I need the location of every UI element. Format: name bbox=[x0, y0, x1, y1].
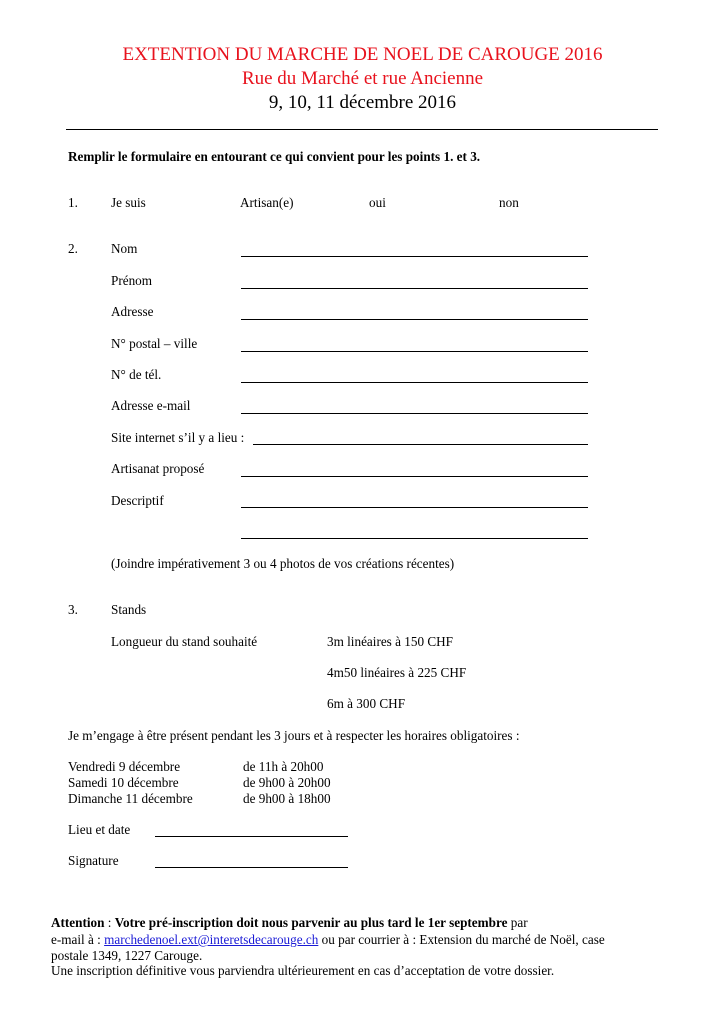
attention-text: Votre pré-inscription doit nous parvenir au plus tard le 1er septembre bbox=[114, 915, 508, 930]
schedule-hours: de 9h00 à 20h00 bbox=[243, 775, 331, 790]
place-date-label: Lieu et date bbox=[68, 822, 131, 837]
field-line-descriptif-1[interactable] bbox=[241, 507, 588, 508]
schedule-day: Dimanche 11 décembre bbox=[68, 791, 193, 806]
field-line-adresse[interactable] bbox=[241, 319, 588, 320]
stand-length-label: Longueur du stand souhaité bbox=[111, 634, 258, 649]
stand-option-3m[interactable]: 3m linéaires à 150 CHF bbox=[327, 634, 453, 649]
section-1-label: Je suis bbox=[111, 195, 146, 210]
section-3-label: Stands bbox=[111, 602, 147, 617]
field-label-descriptif: Descriptif bbox=[111, 493, 164, 508]
postal-address: postale 1349, 1227 Carouge. bbox=[51, 948, 203, 963]
attention-tail: par bbox=[507, 915, 528, 930]
form-title: EXTENTION DU MARCHE DE NOEL DE CAROUGE 2016 bbox=[122, 44, 603, 65]
form-subtitle: Rue du Marché et rue Ancienne bbox=[241, 68, 484, 89]
field-line-postal-ville[interactable] bbox=[241, 351, 588, 352]
place-date-line[interactable] bbox=[155, 836, 348, 837]
signature-label: Signature bbox=[68, 853, 119, 868]
attention-sep: : bbox=[104, 915, 115, 930]
email-line bbox=[51, 932, 605, 948]
field-label-telephone: N° de tél. bbox=[111, 367, 162, 382]
field-label-nom: Nom bbox=[111, 241, 138, 256]
signature-line[interactable] bbox=[155, 867, 348, 868]
field-label-prenom: Prénom bbox=[111, 273, 153, 288]
schedule-day: Samedi 10 décembre bbox=[68, 775, 179, 790]
schedule-day: Vendredi 9 décembre bbox=[68, 759, 181, 774]
field-line-artisanat[interactable] bbox=[241, 476, 588, 477]
commitment-text: Je m’engage à être présent pendant les 3 jours et à respecter les horaires obligatoires : bbox=[68, 728, 520, 743]
attention-label: Attention bbox=[51, 915, 105, 930]
photos-note: (Joindre impérativement 3 ou 4 photos de vos créations récentes) bbox=[111, 556, 455, 571]
schedule-hours: de 9h00 à 18h00 bbox=[243, 791, 331, 806]
field-label-website: Site internet s’il y a lieu : bbox=[111, 430, 245, 445]
attention-line bbox=[51, 915, 528, 931]
option-oui[interactable]: oui bbox=[369, 195, 386, 210]
stand-option-6m[interactable]: 6m à 300 CHF bbox=[327, 696, 406, 711]
field-line-prenom[interactable] bbox=[241, 288, 588, 289]
section-3-number: 3. bbox=[68, 602, 78, 617]
email-prefix: e-mail à : bbox=[51, 932, 105, 947]
email-link[interactable]: marchedenoel.ext@interetsdecarouge.ch bbox=[104, 932, 319, 947]
field-label-email: Adresse e-mail bbox=[111, 398, 191, 413]
option-non[interactable]: non bbox=[499, 195, 519, 210]
schedule-hours: de 11h à 20h00 bbox=[243, 759, 324, 774]
field-line-telephone[interactable] bbox=[241, 382, 588, 383]
section-1-number: 1. bbox=[68, 195, 78, 210]
field-line-nom[interactable] bbox=[241, 256, 588, 257]
field-label-artisanat: Artisanat proposé bbox=[111, 461, 205, 476]
header-divider bbox=[66, 129, 658, 130]
instructions: Remplir le formulaire en entourant ce qui convient pour les points 1. et 3. bbox=[68, 149, 481, 164]
artisan-label: Artisan(e) bbox=[240, 195, 294, 210]
section-2-number: 2. bbox=[68, 241, 78, 256]
final-note: Une inscription définitive vous parviendra ultérieurement en cas d’acceptation de votre dossier. bbox=[51, 963, 555, 978]
email-suffix: ou par courrier à : Extension du marché de Noël, case bbox=[318, 932, 605, 947]
field-label-postal-ville: N° postal – ville bbox=[111, 336, 198, 351]
field-label-adresse: Adresse bbox=[111, 304, 154, 319]
field-line-descriptif-2[interactable] bbox=[241, 538, 588, 539]
event-dates: 9, 10, 11 décembre 2016 bbox=[268, 92, 457, 113]
stand-option-4m50[interactable]: 4m50 linéaires à 225 CHF bbox=[327, 665, 467, 680]
field-line-website[interactable] bbox=[253, 444, 588, 445]
field-line-email[interactable] bbox=[241, 413, 588, 414]
